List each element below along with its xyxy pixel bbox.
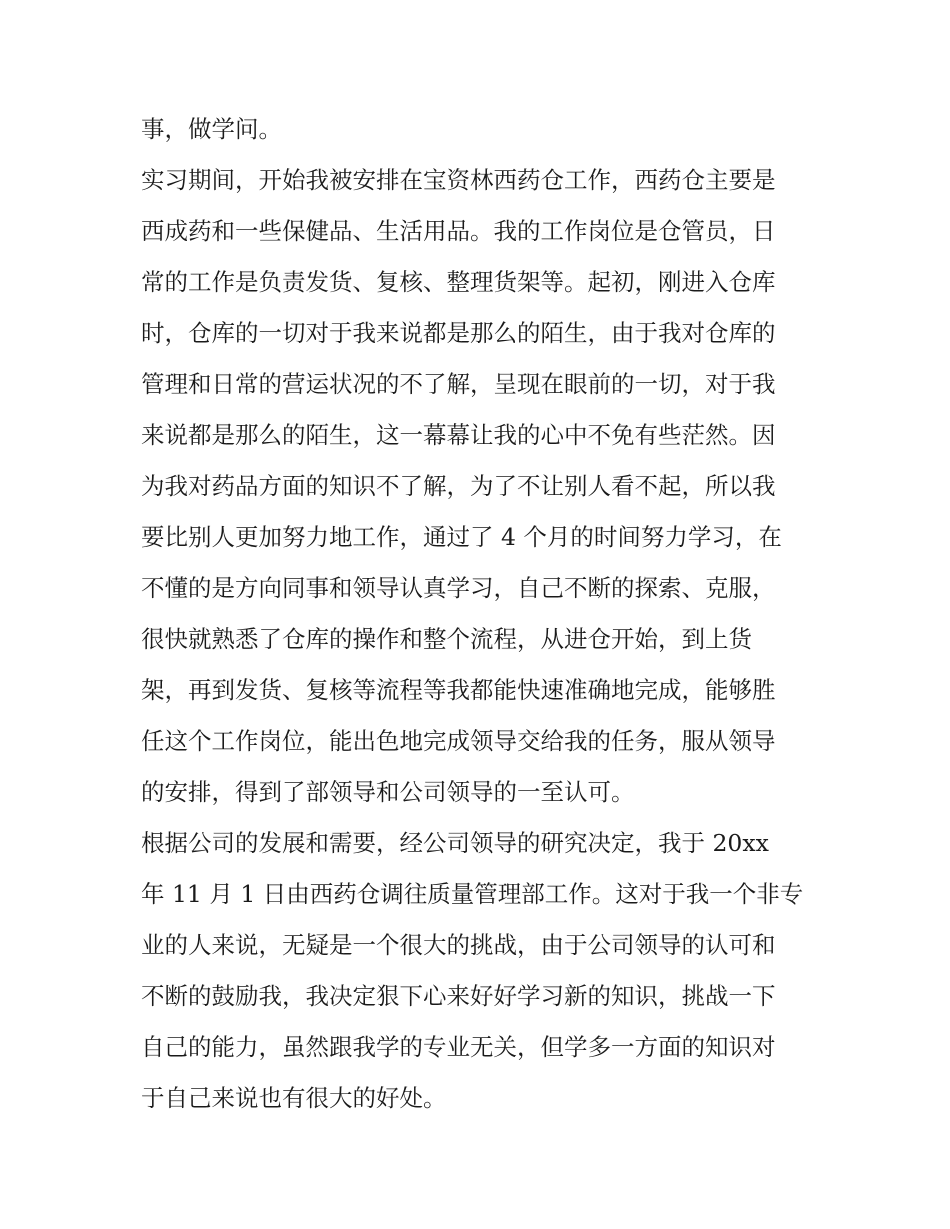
text-line: 常的工作是负责发货、复核、整理货架等。起初，刚进入仓库 xyxy=(141,268,776,296)
text-line: 不懂的是方向同事和领导认真学习，自己不断的探索、克服， xyxy=(141,574,776,602)
text-line: 管理和日常的营运状况的不了解，呈现在眼前的一切，对于我 xyxy=(141,370,776,398)
text-line: 架，再到发货、复核等流程等我都能快速准确地完成，能够胜 xyxy=(141,676,776,704)
text-line: 要比别人更加努力地工作，通过了 4 个月的时间努力学习，在 xyxy=(141,523,782,551)
text-line: 年 11 月 1 日由西药仓调往质量管理部工作。这对于我一个非专 xyxy=(141,880,804,908)
text-line: 很快就熟悉了仓库的操作和整个流程，从进仓开始，到上货 xyxy=(141,625,752,653)
text-line: 时，仓库的一切对于我来说都是那么的陌生，由于我对仓库的 xyxy=(141,319,776,347)
text-line: 事，做学问。 xyxy=(141,115,282,143)
text-line: 业的人来说，无疑是一个很大的挑战，由于公司领导的认可和 xyxy=(141,931,776,959)
text-line: 任这个工作岗位，能出色地完成领导交给我的任务，服从领导 xyxy=(141,727,776,755)
text-line: 实习期间，开始我被安排在宝资林西药仓工作，西药仓主要是 xyxy=(141,166,776,194)
body-text xyxy=(141,104,821,1124)
text-line: 的安排，得到了部领导和公司领导的一至认可。 xyxy=(141,778,635,806)
text-line: 不断的鼓励我，我决定狠下心来好好学习新的知识，挑战一下 xyxy=(141,982,776,1010)
text-line: 西成药和一些保健品、生活用品。我的工作岗位是仓管员，日 xyxy=(141,217,776,245)
text-line: 为我对药品方面的知识不了解，为了不让别人看不起，所以我 xyxy=(141,472,776,500)
text-line: 根据公司的发展和需要，经公司领导的研究决定，我于 20xx xyxy=(141,829,769,857)
text-line: 于自己来说也有很大的好处。 xyxy=(141,1084,447,1112)
text-line: 自己的能力，虽然跟我学的专业无关，但学多一方面的知识对 xyxy=(141,1033,776,1061)
text-line: 来说都是那么的陌生，这一幕幕让我的心中不免有些茫然。因 xyxy=(141,421,776,449)
